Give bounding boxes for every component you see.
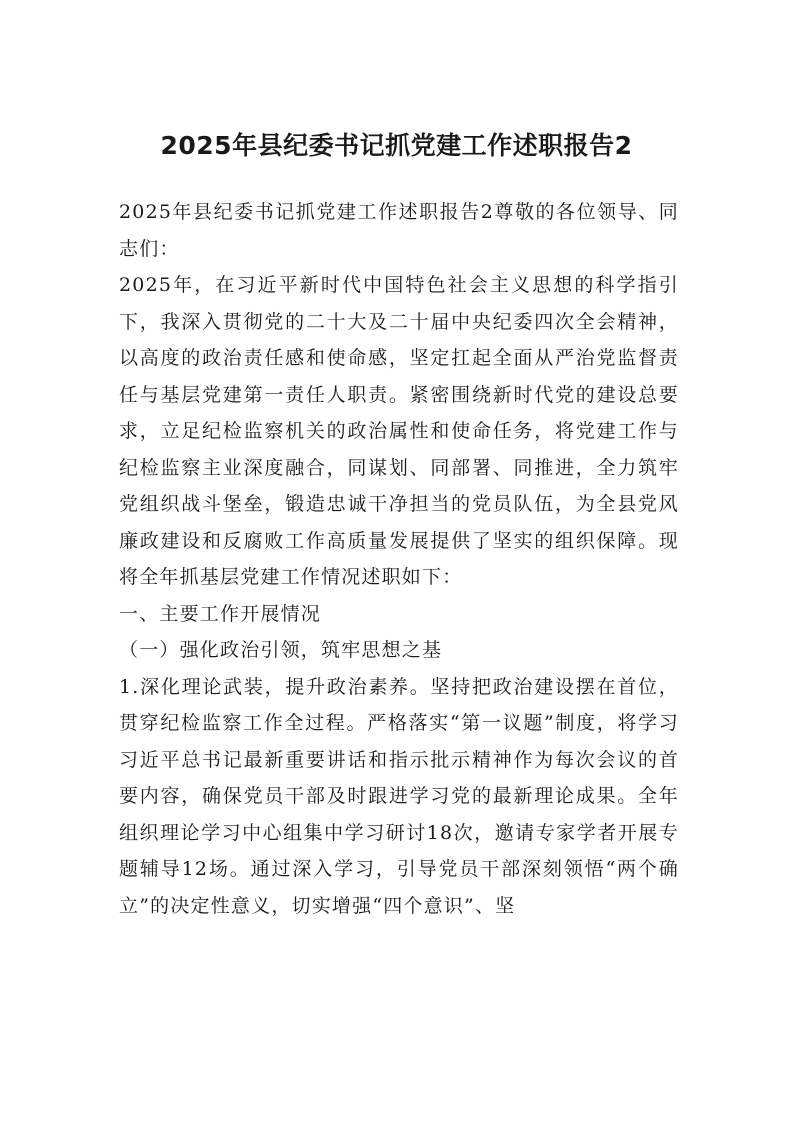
document-body [119, 194, 679, 924]
subsection-heading: （一）强化政治引领，筑牢思想之基 [119, 639, 443, 661]
intro-paragraph: 2025年，在习近平新时代中国特色社会主义思想的科学指引下，我深入贯彻党的二十大及二十届中央纪委四次全会精神，以高度的政治责任感和使命感，坚定扛起全面从严治党监督责任与基层党建第一责任人职责。紧密围绕新时代党的建设总要求，立足纪检监察机关的政治属性和使命任务，将党建工作与纪检监察主业深度融合，同谋划、同部署、同推进，全力筑牢党组织战斗堡垒，锻造忠诚干净担当的党员队伍，为全县党风廉政建设和反腐败工作高质量发展提供了坚实的组织保障。现将全年抓基层党建工作情况述职如下： [119, 274, 679, 588]
section-heading: 一、主要工作开展情况 [119, 602, 322, 625]
body-paragraph: 1.深化理论武装，提升政治素养。坚持把政治建设摆在首位，贯穿纪检监察工作全过程。严格落实“第一议题”制度，将学习习近平总书记最新重要讲话和指示批示精神作为每次会议的首要内容，确保党员干部及时跟进学习党的最新理论成果。全年组织理论学习中心组集中学习研讨18次，邀请专家学者开展专题辅导12场。通过深入学习，引导党员干部深刻领悟“两个确立”的决定性意义，切实增强“四个意识”、坚 [119, 675, 679, 917]
salutation-paragraph: 2025年县纪委书记抓党建工作述职报告2尊敬的各位领导、同志们： [119, 201, 679, 260]
document-title: 2025年县纪委书记抓党建工作述职报告2 [160, 131, 633, 160]
